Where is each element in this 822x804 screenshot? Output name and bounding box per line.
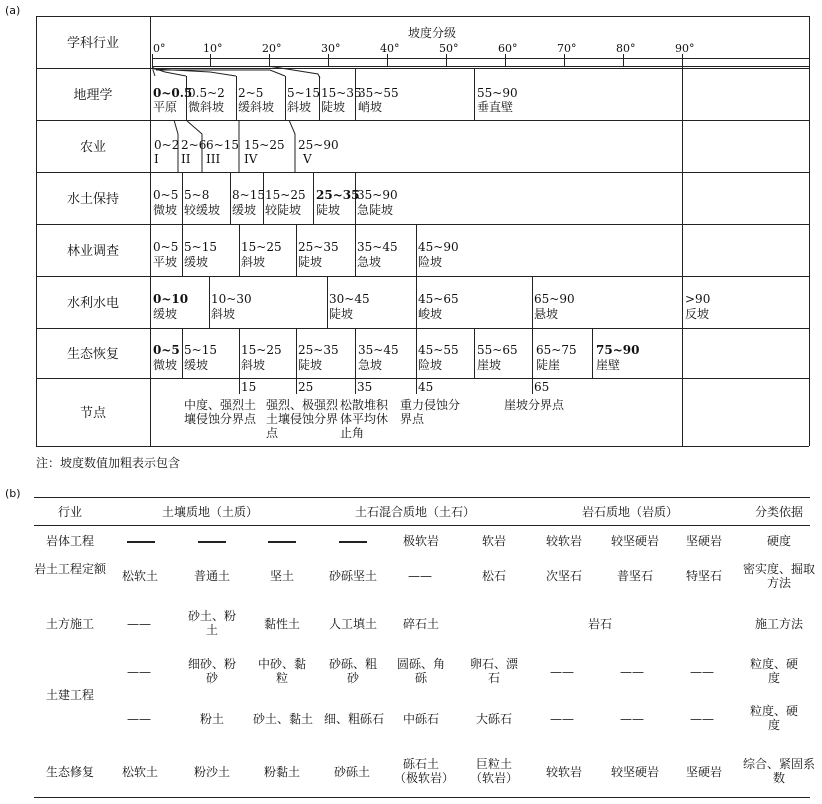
row-divider [36, 378, 809, 379]
cell: 极软岩 [402, 534, 439, 548]
cell-divider [285, 76, 286, 120]
cell-divider [182, 172, 183, 224]
row-divider [36, 276, 809, 277]
panel-a-label: (a) [5, 4, 21, 17]
node-note: 强烈、极强烈土壤侵蚀分界点 [266, 398, 339, 440]
cell: 碎石土 [402, 617, 439, 631]
cell-divider [182, 328, 183, 378]
eco-range: 75~90 [596, 343, 640, 357]
forest-range: 5~15 [184, 240, 217, 254]
node-note: 松散堆积体平均休止角 [340, 398, 389, 440]
geo-range: 5~15 [287, 86, 320, 100]
cell: 黏性土 [263, 617, 300, 631]
cell: 人工填土 [328, 617, 377, 631]
geo-term: 陡坡 [321, 100, 346, 114]
tick-label: 90° [675, 42, 695, 55]
forest-range: 15~25 [241, 240, 282, 254]
node-value: 15 [241, 380, 257, 394]
hydro-range: 10~30 [211, 292, 252, 306]
row-label-ecology: 生态恢复 [66, 347, 119, 362]
tick-label: 0° [153, 42, 166, 55]
cell-divider [416, 224, 417, 276]
cell: 较坚硬岩 [610, 765, 659, 779]
forest-range: 0~5 [153, 240, 179, 254]
node-value: 65 [534, 380, 550, 394]
eco-range: 65~75 [536, 343, 577, 357]
cell-divider [239, 224, 240, 276]
hydro-term: 反坡 [685, 307, 710, 321]
cell-divider [532, 328, 533, 394]
tick-label: 80° [616, 42, 636, 55]
row-divider [36, 328, 809, 329]
cell-divider [296, 328, 297, 394]
empty-cell [339, 541, 367, 543]
col-header-industry: 行业 [57, 505, 82, 519]
industry-civil: 土建工程 [45, 688, 94, 702]
cell: 软岩 [481, 534, 506, 548]
eco-range: 55~65 [477, 343, 518, 357]
soil-term: 微坡 [153, 203, 178, 217]
row-label-nodes: 节点 [79, 406, 106, 421]
empty-cell: —— [690, 712, 714, 726]
row-divider [36, 224, 809, 225]
soil-term: 缓坡 [232, 203, 257, 217]
cell: 细、粗砾石 [323, 712, 384, 726]
geo-term: 斜坡 [287, 100, 312, 114]
soil-term: 较陡坡 [265, 203, 302, 217]
soil-range: 25~35 [316, 188, 360, 202]
header-slope-grade: 坡度分级 [408, 26, 457, 40]
basis: 硬度 [766, 534, 791, 548]
eco-term: 陡崖 [536, 358, 561, 372]
cell-divider [592, 328, 593, 378]
row-label-agriculture: 农业 [79, 140, 106, 155]
cell: 砂土、黏土 [252, 712, 313, 726]
hydro-term: 陡坡 [329, 307, 354, 321]
forest-term: 缓坡 [184, 255, 209, 269]
table-a-left-border [36, 16, 37, 446]
eco-term: 崖坡 [477, 358, 502, 372]
geo-range: 55~90 [477, 86, 518, 100]
hydro-range: 45~65 [418, 292, 459, 306]
table-a-bottom-border [36, 446, 809, 447]
empty-cell: —— [550, 712, 574, 726]
industry-geotech-quota: 岩土工程定额 [33, 562, 106, 576]
cell: 较坚硬岩 [610, 534, 659, 548]
col-header-basis: 分类依据 [754, 505, 803, 519]
hydro-range: 30~45 [329, 292, 370, 306]
empty-cell: —— [127, 712, 151, 726]
cell: 砂砾坚土 [328, 569, 377, 583]
agri-term: III [206, 152, 221, 166]
basis: 施工方法 [754, 617, 803, 631]
cell: 松软土 [121, 569, 158, 583]
empty-cell: —— [127, 617, 151, 631]
eco-term: 险坡 [418, 358, 443, 372]
node-note: 重力侵蚀分界点 [400, 398, 461, 426]
soil-range: 5~8 [184, 188, 210, 202]
tick-label: 10° [203, 42, 223, 55]
empty-cell: —— [620, 665, 644, 679]
cell: 砂砾、粗砂 [328, 657, 377, 685]
cell: 普坚石 [616, 569, 653, 583]
cell: 特坚石 [685, 569, 722, 583]
footnote: 注：坡度数值加粗表示包含 [36, 456, 181, 470]
hydro-range: 0~10 [153, 292, 189, 306]
node-value: 25 [298, 380, 314, 394]
soil-term: 较缓坡 [184, 203, 221, 217]
cell-divider [355, 328, 356, 394]
cell-divider [532, 276, 533, 328]
empty-cell: —— [690, 665, 714, 679]
table-a-right-border [809, 16, 810, 446]
forest-term: 斜坡 [241, 255, 266, 269]
basis: 粒度、硬度 [749, 704, 798, 732]
cell-divider [355, 224, 356, 276]
eco-range: 0~5 [153, 343, 180, 357]
cell: 粉黏土 [263, 765, 300, 779]
cell: 中砂、黏粒 [257, 657, 306, 685]
panel-b-label: (b) [5, 487, 21, 500]
tick-label: 40° [380, 42, 400, 55]
empty-cell [268, 541, 296, 543]
col-header-rock: 岩石质地（岩质） [581, 505, 678, 519]
axis-tick [682, 54, 683, 446]
cell: 普通土 [193, 569, 230, 583]
empty-cell: —— [127, 665, 151, 679]
cell: 巨粒土（软岩） [469, 757, 518, 785]
geo-term: 垂直壁 [477, 100, 514, 114]
eco-range: 45~55 [418, 343, 459, 357]
soil-term: 陡坡 [316, 203, 341, 217]
soil-range: 8~15 [232, 188, 265, 202]
col-header-soil-rock: 土石混合质地（土石） [354, 505, 475, 519]
soil-range: 35~90 [357, 188, 398, 202]
agri-term: IV [244, 152, 258, 166]
row-label-forestry: 林业调查 [66, 244, 119, 259]
cell-divider [236, 76, 237, 120]
cell: 坚硬岩 [685, 765, 722, 779]
hydro-range: 65~90 [534, 292, 575, 306]
tick-label: 70° [557, 42, 577, 55]
forest-term: 急坡 [357, 255, 382, 269]
soil-range: 15~25 [265, 188, 306, 202]
cell: 岩石 [587, 617, 612, 631]
tick-label: 50° [439, 42, 459, 55]
basis: 粒度、硬度 [749, 657, 798, 685]
forest-range: 35~45 [357, 240, 398, 254]
cell: 坚硬岩 [685, 534, 722, 548]
agri-range: 0~2 [154, 138, 180, 152]
basis: 密实度、掘取方法 [742, 562, 815, 590]
hydro-term: 斜坡 [211, 307, 236, 321]
row-label-soil-conservation: 水土保持 [66, 192, 119, 207]
cell-divider [327, 276, 328, 328]
table-a-top-border [36, 16, 809, 17]
geo-range: 0.5~2 [188, 86, 225, 100]
cell-divider [296, 224, 297, 276]
agri-range: 25~90 [298, 138, 339, 152]
node-value: 35 [357, 380, 373, 394]
basis: 综合、紧固系数 [742, 757, 815, 785]
row-label-hydropower: 水利水电 [66, 296, 119, 311]
cell: 松软土 [121, 765, 158, 779]
eco-term: 微坡 [153, 358, 178, 372]
cell: 砂砾土 [333, 765, 370, 779]
hydro-range: >90 [685, 292, 711, 306]
cell: 粉土 [199, 712, 224, 726]
table-b-bottom-rule [34, 797, 810, 798]
agri-range: 6~15 [206, 138, 239, 152]
cell-divider [416, 276, 417, 328]
node-note: 中度、强烈土壤侵蚀分界点 [184, 398, 257, 426]
cell-divider [239, 328, 240, 394]
eco-term: 陡坡 [298, 358, 323, 372]
row-divider [36, 172, 809, 173]
agri-range: 15~25 [244, 138, 285, 152]
col-header-soil: 土壤质地（土质） [161, 505, 258, 519]
geo-range: 2~5 [238, 86, 264, 100]
eco-term: 崖壁 [596, 358, 621, 372]
tick-label: 30° [321, 42, 341, 55]
cell: 细砂、粉砂 [187, 657, 236, 685]
geo-range: 35~55 [358, 86, 399, 100]
empty-cell [127, 541, 155, 543]
hydro-term: 缓坡 [153, 307, 178, 321]
hydro-term: 峻坡 [418, 307, 443, 321]
cell: 卵石、漂石 [469, 657, 518, 685]
cell-divider [416, 328, 417, 394]
empty-cell: —— [408, 569, 432, 583]
forest-term: 平坡 [153, 255, 178, 269]
tick-label: 60° [498, 42, 518, 55]
cell-divider [313, 172, 314, 224]
forest-term: 险坡 [418, 255, 443, 269]
header-discipline: 学科行业 [66, 36, 119, 51]
agri-term: I [154, 152, 159, 166]
cell-divider [182, 224, 183, 276]
cell-divider [230, 172, 231, 224]
industry-rock-mass: 岩体工程 [45, 534, 94, 548]
cell: 坚土 [269, 569, 294, 583]
soil-term: 急陡坡 [357, 203, 394, 217]
eco-range: 15~25 [241, 343, 282, 357]
empty-cell [198, 541, 226, 543]
cell: 次坚石 [545, 569, 582, 583]
eco-range: 35~45 [358, 343, 399, 357]
tick-label: 20° [262, 42, 282, 55]
cell: 砂土、粉土 [187, 609, 236, 637]
node-note: 崖坡分界点 [504, 398, 565, 412]
eco-term: 斜坡 [241, 358, 266, 372]
agri-range: 2~6 [181, 138, 207, 152]
cell: 松石 [481, 569, 506, 583]
geo-range: 15~35 [321, 86, 362, 100]
eco-range: 5~15 [184, 343, 217, 357]
geo-term: 微斜坡 [188, 100, 225, 114]
forest-range: 25~35 [298, 240, 339, 254]
table-b-header-rule [34, 525, 810, 526]
empty-cell: —— [550, 665, 574, 679]
cell-divider [474, 68, 475, 120]
eco-range: 25~35 [298, 343, 339, 357]
cell: 粉沙土 [193, 765, 230, 779]
empty-cell: —— [620, 712, 644, 726]
eco-term: 急坡 [358, 358, 383, 372]
forest-term: 陡坡 [298, 255, 323, 269]
node-value: 45 [418, 380, 434, 394]
cell: 较软岩 [545, 534, 582, 548]
hydro-term: 悬坡 [534, 307, 559, 321]
cell: 大砾石 [475, 712, 512, 726]
forest-range: 45~90 [418, 240, 459, 254]
table-b-top-rule [34, 497, 810, 498]
soil-range: 0~5 [153, 188, 179, 202]
geo-term: 平原 [153, 100, 178, 114]
cell: 圆砾、角砾 [396, 657, 445, 685]
agri-term: II [181, 152, 191, 166]
cell: 中砾石 [402, 712, 439, 726]
industry-ecological-restoration: 生态修复 [45, 765, 94, 779]
geo-range: 0~0.5 [153, 86, 193, 100]
eco-term: 缓坡 [184, 358, 209, 372]
cell-divider [474, 328, 475, 378]
cell: 砾石土（极软岩） [394, 757, 455, 785]
geography-leader-lines [150, 66, 330, 86]
agri-term: V [303, 152, 312, 166]
angle-axis [152, 58, 809, 59]
geo-term: 缓斜坡 [238, 100, 275, 114]
geo-term: 峭坡 [358, 100, 383, 114]
cell-divider [209, 276, 210, 328]
cell: 较软岩 [545, 765, 582, 779]
industry-earthwork: 土方施工 [45, 617, 94, 631]
row-label-geography: 地理学 [73, 88, 113, 103]
